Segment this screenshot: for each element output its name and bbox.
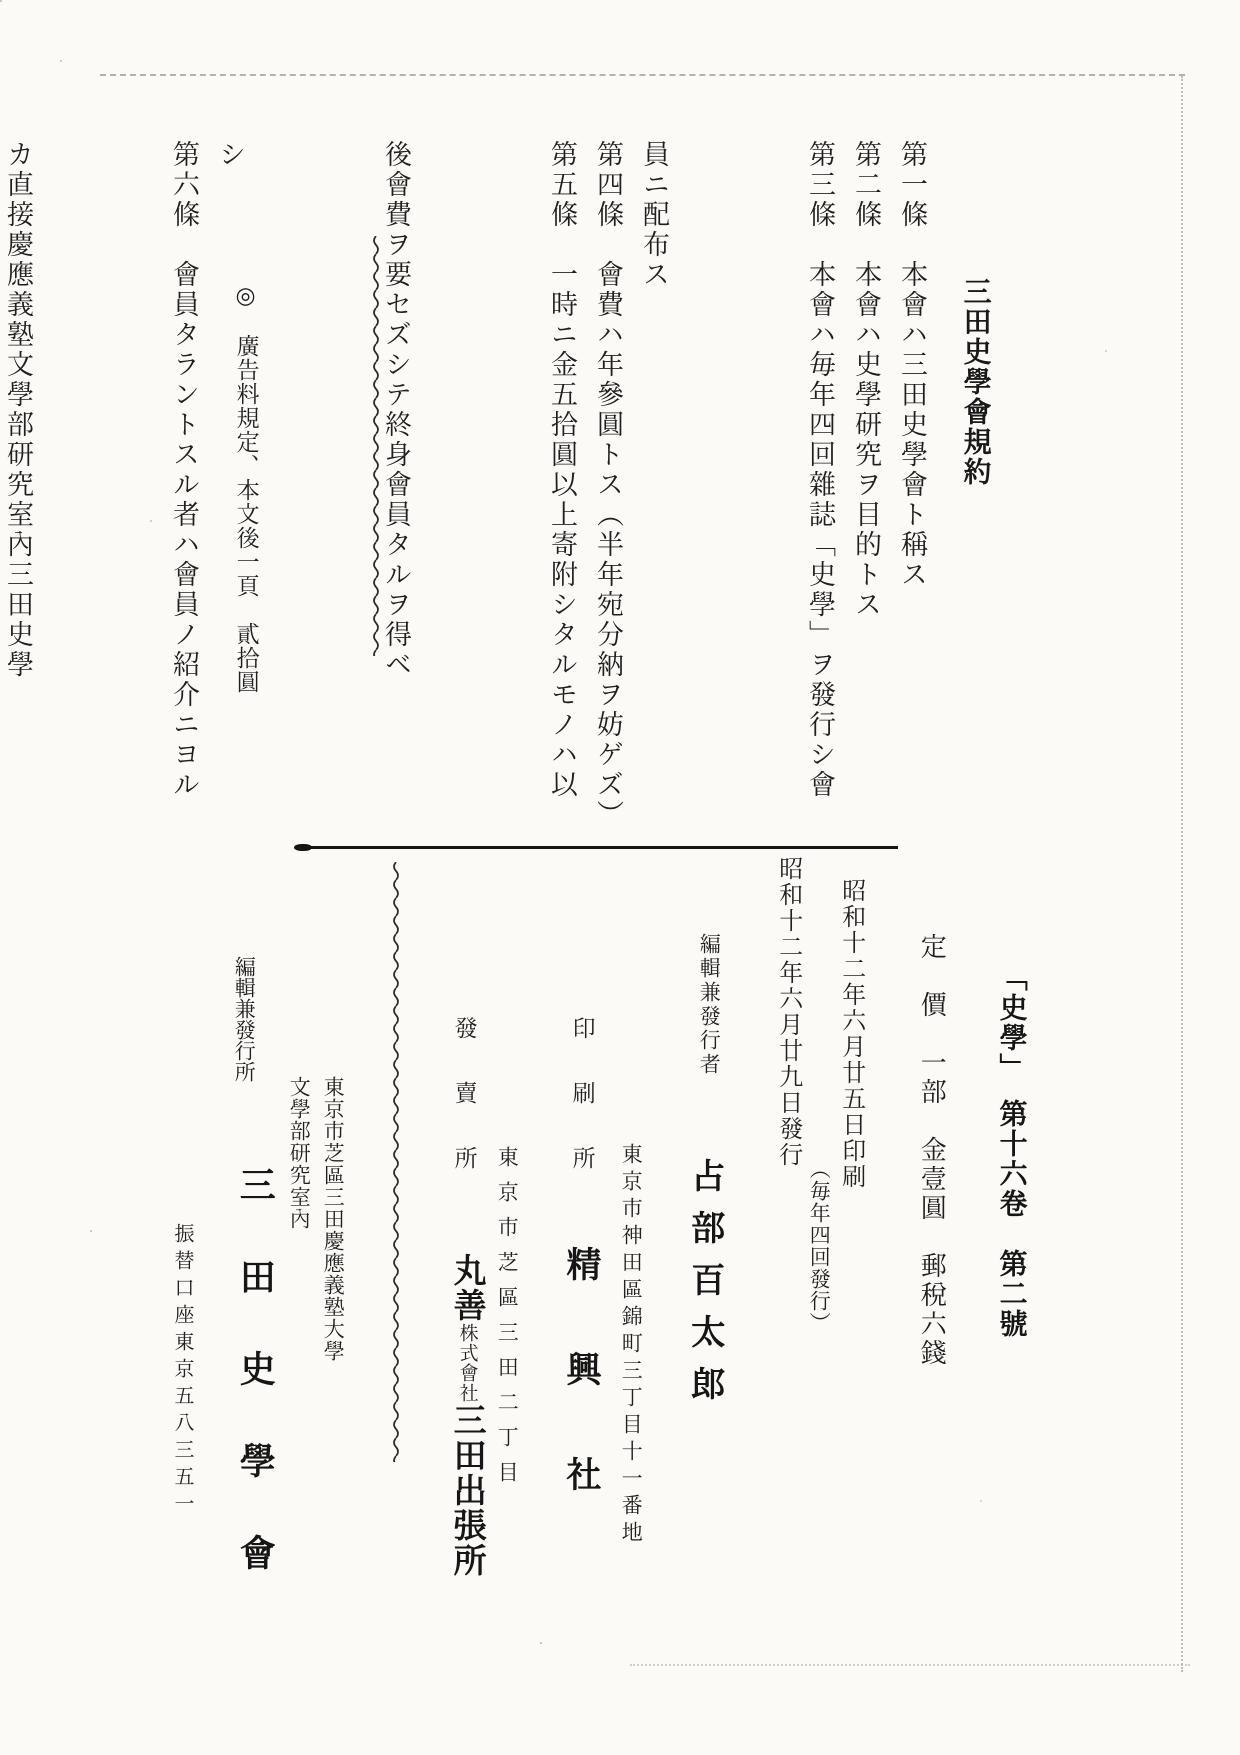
wavy-rule-bottom — [391, 862, 401, 1462]
publishing-office-label: 編輯兼發行所 — [232, 956, 257, 1082]
regulations-title: 三田史學會規約 — [959, 277, 991, 487]
section-divider-rule — [296, 846, 898, 849]
regulation-article-line: カ直接慶應義塾文學部研究室內三田史學 — [3, 140, 33, 680]
advertising-rate-note: ◎ 廣告料規定、本文後一頁 貳拾圓 — [233, 283, 259, 694]
regulation-article-line: 第六條 會員タラントスル者ハ會員ノ紹介ニヨル — [169, 140, 199, 800]
seller-name-corporate-annotation: 株式會社 — [456, 1323, 478, 1403]
issued-date: 昭和十二年六月廿九日發行 — [774, 856, 801, 1168]
scan-speckles — [0, 0, 2, 2]
price-line: 定 價 一部 金壹圓 郵稅六錢 — [917, 933, 947, 1368]
scan-edge-bottom-line — [630, 1664, 1190, 1666]
regulation-article-line: 第二條 本會ハ史學研究ヲ目的トス — [851, 140, 881, 620]
seller-address: 東京市芝區三田二丁目 — [495, 1146, 520, 1496]
publishing-office-address-line1: 東京市芝區三田慶應義塾大學 — [321, 1076, 346, 1362]
seller-label: 發賣所 — [451, 1016, 477, 1211]
regulation-article-line: 第一條 本會ハ三田史學會ト稱ス — [897, 140, 927, 590]
editor-publisher-label: 編輯兼發行者 — [697, 933, 722, 1077]
publishing-office-address-line2: 文學部研究室內 — [287, 1076, 312, 1230]
postal-transfer-account: 振替口座東京五八三五一 — [171, 1223, 193, 1520]
regulation-article-line: 後會費ヲ要セズシテ終身會員タルヲ得ベ — [381, 140, 411, 680]
printer-name: 精興社 — [562, 1246, 601, 1561]
seller-name-part: 丸善 — [448, 1253, 485, 1323]
printer-label: 印刷所 — [569, 1016, 595, 1211]
editor-publisher-name: 占部百太郎 — [685, 1158, 723, 1418]
publishing-society-name: 三田史學會 — [235, 1166, 276, 1626]
regulation-article-line: シ — [215, 140, 245, 170]
regulation-article-line: 員ニ配布ス — [639, 140, 669, 290]
regulation-article-line: 第四條 會費ハ年參圓トス（半年宛分納ヲ妨ゲズ） — [593, 140, 623, 830]
regulation-article-line: 第五條 一時ニ金五拾圓以上寄附シタルモノハ以 — [547, 140, 577, 800]
regulation-article-line: 第三條 本會ハ毎年四回雜誌「史學」ヲ發行シ會 — [805, 140, 835, 800]
scan-edge-right-line — [1181, 76, 1183, 1672]
journal-title: 「史學」 第十六卷 第二號 — [995, 963, 1027, 1339]
printed-date: 昭和十二年六月廿五日印刷 — [837, 878, 864, 1190]
issue-frequency-note: （毎年四回發行） — [807, 1158, 832, 1334]
wavy-rule-top — [371, 236, 381, 656]
printer-address: 東京市神田區錦町三丁目十一番地 — [619, 1143, 644, 1548]
seller-name — [446, 1253, 486, 1578]
scan-edge-top-line — [100, 74, 1185, 76]
seller-name-part: 三田出張所 — [448, 1403, 485, 1578]
